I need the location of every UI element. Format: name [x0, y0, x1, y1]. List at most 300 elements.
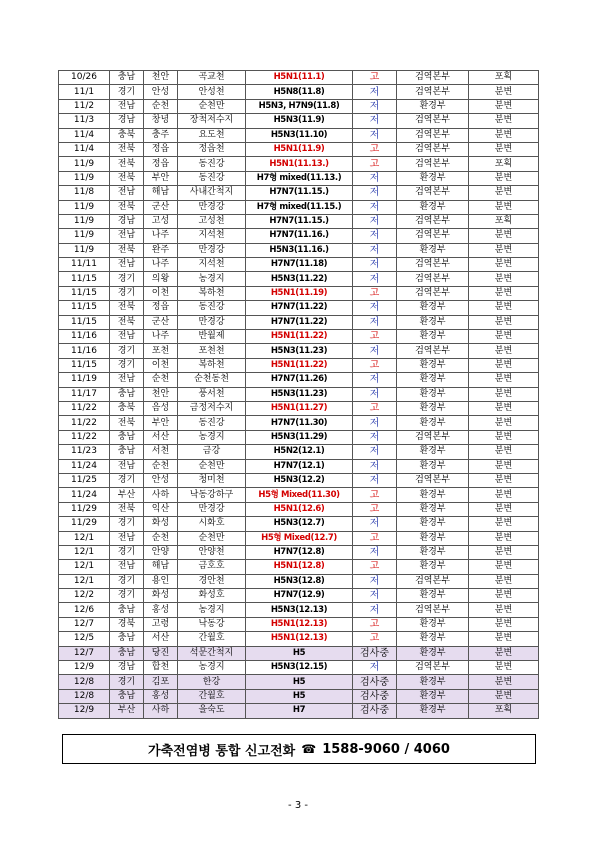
date-cell: 11/9 [59, 171, 110, 185]
pathogenicity-cell: 고 [353, 617, 397, 631]
date-cell: 12/8 [59, 675, 110, 689]
pathogenicity-cell: 저 [353, 344, 397, 358]
table-row [59, 646, 539, 660]
agency-cell: 환경부 [397, 373, 469, 387]
sample-cell: 분변 [469, 401, 539, 415]
subtype-cell: H7N7(12.9) [246, 589, 353, 603]
location-cell: 석문간척지 [178, 646, 246, 660]
location-cell: 을숙도 [178, 704, 246, 718]
subtype-cell: H5N3(11.22) [246, 272, 353, 286]
pathogenicity-cell: 저 [353, 301, 397, 315]
table-row [59, 301, 539, 315]
date-cell: 11/4 [59, 128, 110, 142]
agency-cell: 검역본부 [397, 286, 469, 300]
subtype-cell: H5 [246, 689, 353, 703]
province-cell: 충남 [110, 646, 144, 660]
subtype-cell: H7N7(11.16.) [246, 229, 353, 243]
table-row [59, 358, 539, 372]
table-row [59, 502, 539, 516]
province-cell: 경기 [110, 358, 144, 372]
agency-cell: 환경부 [397, 646, 469, 660]
date-cell: 11/9 [59, 200, 110, 214]
province-cell: 충남 [110, 445, 144, 459]
table-row [59, 373, 539, 387]
city-cell: 완주 [144, 243, 178, 257]
sample-cell: 분변 [469, 99, 539, 113]
pathogenicity-cell: 저 [353, 171, 397, 185]
table-row [59, 661, 539, 675]
sample-cell: 분변 [469, 661, 539, 675]
province-cell: 전남 [110, 560, 144, 574]
province-cell: 경북 [110, 617, 144, 631]
subtype-cell: H7N7(11.26) [246, 373, 353, 387]
table-row [59, 214, 539, 228]
province-cell: 경기 [110, 272, 144, 286]
sample-cell: 분변 [469, 243, 539, 257]
date-cell: 12/6 [59, 603, 110, 617]
subtype-cell: H5N8(11.8) [246, 85, 353, 99]
city-cell: 창녕 [144, 114, 178, 128]
table-row [59, 171, 539, 185]
agency-cell: 환경부 [397, 315, 469, 329]
table-row [59, 186, 539, 200]
location-cell: 만경강 [178, 315, 246, 329]
table-row [59, 157, 539, 171]
subtype-cell: H7N7(11.15.) [246, 186, 353, 200]
sample-cell: 분변 [469, 286, 539, 300]
pathogenicity-cell: 저 [353, 589, 397, 603]
province-cell: 전남 [110, 258, 144, 272]
pathogenicity-cell: 검사중 [353, 646, 397, 660]
pathogenicity-cell: 고 [353, 632, 397, 646]
table-row [59, 71, 539, 85]
date-cell: 12/1 [59, 545, 110, 559]
city-cell: 홍성 [144, 603, 178, 617]
sample-cell: 포획 [469, 704, 539, 718]
subtype-cell: H5N3(11.10) [246, 128, 353, 142]
pathogenicity-cell: 검사중 [353, 675, 397, 689]
sample-cell: 분변 [469, 200, 539, 214]
table-row [59, 99, 539, 113]
agency-cell: 검역본부 [397, 157, 469, 171]
date-cell: 12/7 [59, 646, 110, 660]
location-cell: 경안천 [178, 574, 246, 588]
province-cell: 전남 [110, 229, 144, 243]
date-cell: 11/16 [59, 344, 110, 358]
subtype-cell: H5 [246, 675, 353, 689]
sample-cell: 분변 [469, 430, 539, 444]
table-row [59, 272, 539, 286]
city-cell: 군산 [144, 200, 178, 214]
agency-cell: 검역본부 [397, 229, 469, 243]
location-cell: 농경지 [178, 272, 246, 286]
pathogenicity-cell: 고 [353, 488, 397, 502]
city-cell: 순천 [144, 99, 178, 113]
table-row [59, 531, 539, 545]
date-cell: 11/15 [59, 286, 110, 300]
province-cell: 경기 [110, 517, 144, 531]
subtype-cell: H5형 Mixed(11.30) [246, 488, 353, 502]
city-cell: 안성 [144, 85, 178, 99]
location-cell: 포천천 [178, 344, 246, 358]
pathogenicity-cell: 고 [353, 330, 397, 344]
hotline-box [62, 734, 536, 764]
table-row [59, 142, 539, 156]
sample-cell: 포획 [469, 71, 539, 85]
province-cell: 전북 [110, 416, 144, 430]
city-cell: 천안 [144, 387, 178, 401]
agency-cell: 환경부 [397, 689, 469, 703]
table-row [59, 675, 539, 689]
table-row [59, 560, 539, 574]
subtype-cell: H5N3(11.23) [246, 344, 353, 358]
date-cell: 11/15 [59, 301, 110, 315]
agency-cell: 환경부 [397, 99, 469, 113]
pathogenicity-cell: 저 [353, 517, 397, 531]
city-cell: 정읍 [144, 157, 178, 171]
sample-cell: 분변 [469, 258, 539, 272]
date-cell: 11/9 [59, 214, 110, 228]
city-cell: 이천 [144, 286, 178, 300]
city-cell: 나주 [144, 229, 178, 243]
city-cell: 익산 [144, 502, 178, 516]
pathogenicity-cell: 저 [353, 99, 397, 113]
date-cell: 12/5 [59, 632, 110, 646]
table-row [59, 545, 539, 559]
table-row [59, 315, 539, 329]
sample-cell: 분변 [469, 373, 539, 387]
location-cell: 순천동천 [178, 373, 246, 387]
city-cell: 사하 [144, 488, 178, 502]
agency-cell: 환경부 [397, 445, 469, 459]
sample-cell: 분변 [469, 617, 539, 631]
province-cell: 경남 [110, 661, 144, 675]
city-cell: 안성 [144, 473, 178, 487]
date-cell: 12/7 [59, 617, 110, 631]
table-row [59, 589, 539, 603]
province-cell: 전북 [110, 315, 144, 329]
location-cell: 농경지 [178, 603, 246, 617]
city-cell: 화성 [144, 517, 178, 531]
subtype-cell: H7N7(11.22) [246, 315, 353, 329]
agency-cell: 검역본부 [397, 128, 469, 142]
province-cell: 경기 [110, 574, 144, 588]
pathogenicity-cell: 고 [353, 531, 397, 545]
agency-cell: 환경부 [397, 200, 469, 214]
agency-cell: 환경부 [397, 560, 469, 574]
pathogenicity-cell: 고 [353, 142, 397, 156]
pathogenicity-cell: 저 [353, 416, 397, 430]
location-cell: 순천만 [178, 99, 246, 113]
location-cell: 장척저수지 [178, 114, 246, 128]
location-cell: 복하천 [178, 286, 246, 300]
location-cell: 청미천 [178, 473, 246, 487]
page-number: - 3 - [288, 800, 308, 811]
pathogenicity-cell: 저 [353, 128, 397, 142]
table-row [59, 114, 539, 128]
pathogenicity-cell: 검사중 [353, 689, 397, 703]
location-cell: 금강 [178, 445, 246, 459]
pathogenicity-cell: 저 [353, 473, 397, 487]
table-row [59, 574, 539, 588]
pathogenicity-cell: 저 [353, 574, 397, 588]
location-cell: 동진강 [178, 416, 246, 430]
pathogenicity-cell: 고 [353, 358, 397, 372]
city-cell: 군산 [144, 315, 178, 329]
agency-cell: 환경부 [397, 416, 469, 430]
city-cell: 해남 [144, 186, 178, 200]
pathogenicity-cell: 저 [353, 272, 397, 286]
province-cell: 충북 [110, 128, 144, 142]
city-cell: 용인 [144, 574, 178, 588]
sample-cell: 분변 [469, 517, 539, 531]
city-cell: 부안 [144, 416, 178, 430]
location-cell: 만경강 [178, 502, 246, 516]
agency-cell: 검역본부 [397, 473, 469, 487]
location-cell: 간월호 [178, 632, 246, 646]
table-row [59, 473, 539, 487]
date-cell: 11/24 [59, 459, 110, 473]
agency-cell: 환경부 [397, 488, 469, 502]
location-cell: 만경강 [178, 243, 246, 257]
date-cell: 12/1 [59, 531, 110, 545]
sample-cell: 분변 [469, 416, 539, 430]
sample-cell: 분변 [469, 142, 539, 156]
subtype-cell: H5N3(12.2) [246, 473, 353, 487]
location-cell: 시화호 [178, 517, 246, 531]
agency-cell: 검역본부 [397, 661, 469, 675]
province-cell: 부산 [110, 704, 144, 718]
city-cell: 나주 [144, 330, 178, 344]
hotline-label: 가축전염병 통합 신고전화 [148, 743, 296, 759]
pathogenicity-cell: 저 [353, 258, 397, 272]
location-cell: 반월제 [178, 330, 246, 344]
city-cell: 서천 [144, 445, 178, 459]
subtype-cell: H5N3(11.29) [246, 430, 353, 444]
date-cell: 12/1 [59, 560, 110, 574]
date-cell: 12/1 [59, 574, 110, 588]
pathogenicity-cell: 저 [353, 114, 397, 128]
agency-cell: 환경부 [397, 545, 469, 559]
city-cell: 순천 [144, 459, 178, 473]
agency-cell: 검역본부 [397, 186, 469, 200]
city-cell: 서산 [144, 632, 178, 646]
city-cell: 정읍 [144, 142, 178, 156]
province-cell: 충남 [110, 632, 144, 646]
subtype-cell: H5N1(12.6) [246, 502, 353, 516]
hotline-number: 1588-9060 / 4060 [322, 741, 450, 757]
sample-cell: 분변 [469, 301, 539, 315]
location-cell: 농경지 [178, 430, 246, 444]
sample-cell: 분변 [469, 445, 539, 459]
city-cell: 홍성 [144, 689, 178, 703]
location-cell: 순천만 [178, 459, 246, 473]
province-cell: 경기 [110, 545, 144, 559]
subtype-cell: H5N1(11.27) [246, 401, 353, 415]
sample-cell: 분변 [469, 675, 539, 689]
date-cell: 11/29 [59, 517, 110, 531]
location-cell: 사내간척지 [178, 186, 246, 200]
sample-cell: 분변 [469, 387, 539, 401]
city-cell: 화성 [144, 589, 178, 603]
subtype-cell: H5형 Mixed(12.7) [246, 531, 353, 545]
agency-cell: 환경부 [397, 358, 469, 372]
location-cell: 정읍천 [178, 142, 246, 156]
sample-cell: 분변 [469, 632, 539, 646]
sample-cell: 분변 [469, 488, 539, 502]
date-cell: 11/29 [59, 502, 110, 516]
table-row [59, 200, 539, 214]
sample-cell: 분변 [469, 272, 539, 286]
pathogenicity-cell: 고 [353, 157, 397, 171]
date-cell: 11/4 [59, 142, 110, 156]
agency-cell: 검역본부 [397, 85, 469, 99]
agency-cell: 검역본부 [397, 603, 469, 617]
agency-cell: 검역본부 [397, 574, 469, 588]
province-cell: 경기 [110, 589, 144, 603]
province-cell: 전남 [110, 330, 144, 344]
agency-cell: 환경부 [397, 171, 469, 185]
date-cell: 11/25 [59, 473, 110, 487]
date-cell: 11/22 [59, 416, 110, 430]
date-cell: 11/15 [59, 272, 110, 286]
sample-cell: 분변 [469, 171, 539, 185]
pathogenicity-cell: 저 [353, 200, 397, 214]
outbreak-table [58, 70, 539, 719]
sample-cell: 포획 [469, 214, 539, 228]
location-cell: 요도천 [178, 128, 246, 142]
province-cell: 충남 [110, 689, 144, 703]
sample-cell: 분변 [469, 603, 539, 617]
table-row [59, 445, 539, 459]
sample-cell: 분변 [469, 128, 539, 142]
date-cell: 12/2 [59, 589, 110, 603]
agency-cell: 환경부 [397, 243, 469, 257]
province-cell: 충남 [110, 71, 144, 85]
subtype-cell: H5N1(11.22) [246, 358, 353, 372]
province-cell: 경남 [110, 114, 144, 128]
agency-cell: 검역본부 [397, 258, 469, 272]
date-cell: 11/2 [59, 99, 110, 113]
subtype-cell: H7 [246, 704, 353, 718]
date-cell: 11/23 [59, 445, 110, 459]
sample-cell: 분변 [469, 459, 539, 473]
date-cell: 11/15 [59, 358, 110, 372]
table-row [59, 128, 539, 142]
province-cell: 경기 [110, 473, 144, 487]
sample-cell: 분변 [469, 646, 539, 660]
agency-cell: 검역본부 [397, 344, 469, 358]
sample-cell: 분변 [469, 315, 539, 329]
date-cell: 10/26 [59, 71, 110, 85]
table-row [59, 704, 539, 718]
date-cell: 11/9 [59, 243, 110, 257]
city-cell: 음성 [144, 401, 178, 415]
subtype-cell: H5N1(11.22) [246, 330, 353, 344]
agency-cell: 검역본부 [397, 214, 469, 228]
location-cell: 낙동강하구 [178, 488, 246, 502]
pathogenicity-cell: 저 [353, 214, 397, 228]
location-cell: 화성호 [178, 589, 246, 603]
province-cell: 전북 [110, 142, 144, 156]
pathogenicity-cell: 저 [353, 229, 397, 243]
subtype-cell: H5N3(11.9) [246, 114, 353, 128]
city-cell: 김포 [144, 675, 178, 689]
sample-cell: 분변 [469, 358, 539, 372]
subtype-cell: H7형 mixed(11.15.) [246, 200, 353, 214]
date-cell: 11/9 [59, 229, 110, 243]
province-cell: 전북 [110, 171, 144, 185]
table-row [59, 286, 539, 300]
table-row [59, 617, 539, 631]
province-cell: 충북 [110, 401, 144, 415]
province-cell: 부산 [110, 488, 144, 502]
agency-cell: 환경부 [397, 459, 469, 473]
sample-cell: 분변 [469, 574, 539, 588]
province-cell: 전북 [110, 502, 144, 516]
date-cell: 12/8 [59, 689, 110, 703]
table-row [59, 387, 539, 401]
sample-cell: 분변 [469, 545, 539, 559]
sample-cell: 포획 [469, 157, 539, 171]
city-cell: 포천 [144, 344, 178, 358]
sample-cell: 분변 [469, 502, 539, 516]
location-cell: 농경지 [178, 661, 246, 675]
location-cell: 곡교천 [178, 71, 246, 85]
pathogenicity-cell: 검사중 [353, 704, 397, 718]
table-row [59, 430, 539, 444]
subtype-cell: H5N3(12.8) [246, 574, 353, 588]
table-row [59, 459, 539, 473]
date-cell: 12/9 [59, 661, 110, 675]
date-cell: 11/17 [59, 387, 110, 401]
sample-cell: 분변 [469, 531, 539, 545]
table-row [59, 488, 539, 502]
province-cell: 전북 [110, 157, 144, 171]
pathogenicity-cell: 저 [353, 243, 397, 257]
date-cell: 11/9 [59, 157, 110, 171]
agency-cell: 환경부 [397, 387, 469, 401]
pathogenicity-cell: 고 [353, 502, 397, 516]
city-cell: 안양 [144, 545, 178, 559]
city-cell: 부안 [144, 171, 178, 185]
agency-cell: 검역본부 [397, 114, 469, 128]
subtype-cell: H5N2(12.1) [246, 445, 353, 459]
subtype-cell: H7N7(12.1) [246, 459, 353, 473]
agency-cell: 환경부 [397, 632, 469, 646]
location-cell: 동진강 [178, 301, 246, 315]
pathogenicity-cell: 저 [353, 315, 397, 329]
date-cell: 11/24 [59, 488, 110, 502]
agency-cell: 환경부 [397, 704, 469, 718]
city-cell: 해남 [144, 560, 178, 574]
subtype-cell: H5N1(12.8) [246, 560, 353, 574]
subtype-cell: H7N7(11.22) [246, 301, 353, 315]
subtype-cell: H7N7(12.8) [246, 545, 353, 559]
pathogenicity-cell: 저 [353, 603, 397, 617]
table-row [59, 517, 539, 531]
location-cell: 한강 [178, 675, 246, 689]
table-row [59, 401, 539, 415]
table-row [59, 229, 539, 243]
location-cell: 지석천 [178, 229, 246, 243]
city-cell: 충주 [144, 128, 178, 142]
province-cell: 충남 [110, 603, 144, 617]
date-cell: 11/19 [59, 373, 110, 387]
agency-cell: 검역본부 [397, 71, 469, 85]
location-cell: 안양천 [178, 545, 246, 559]
table-row [59, 85, 539, 99]
